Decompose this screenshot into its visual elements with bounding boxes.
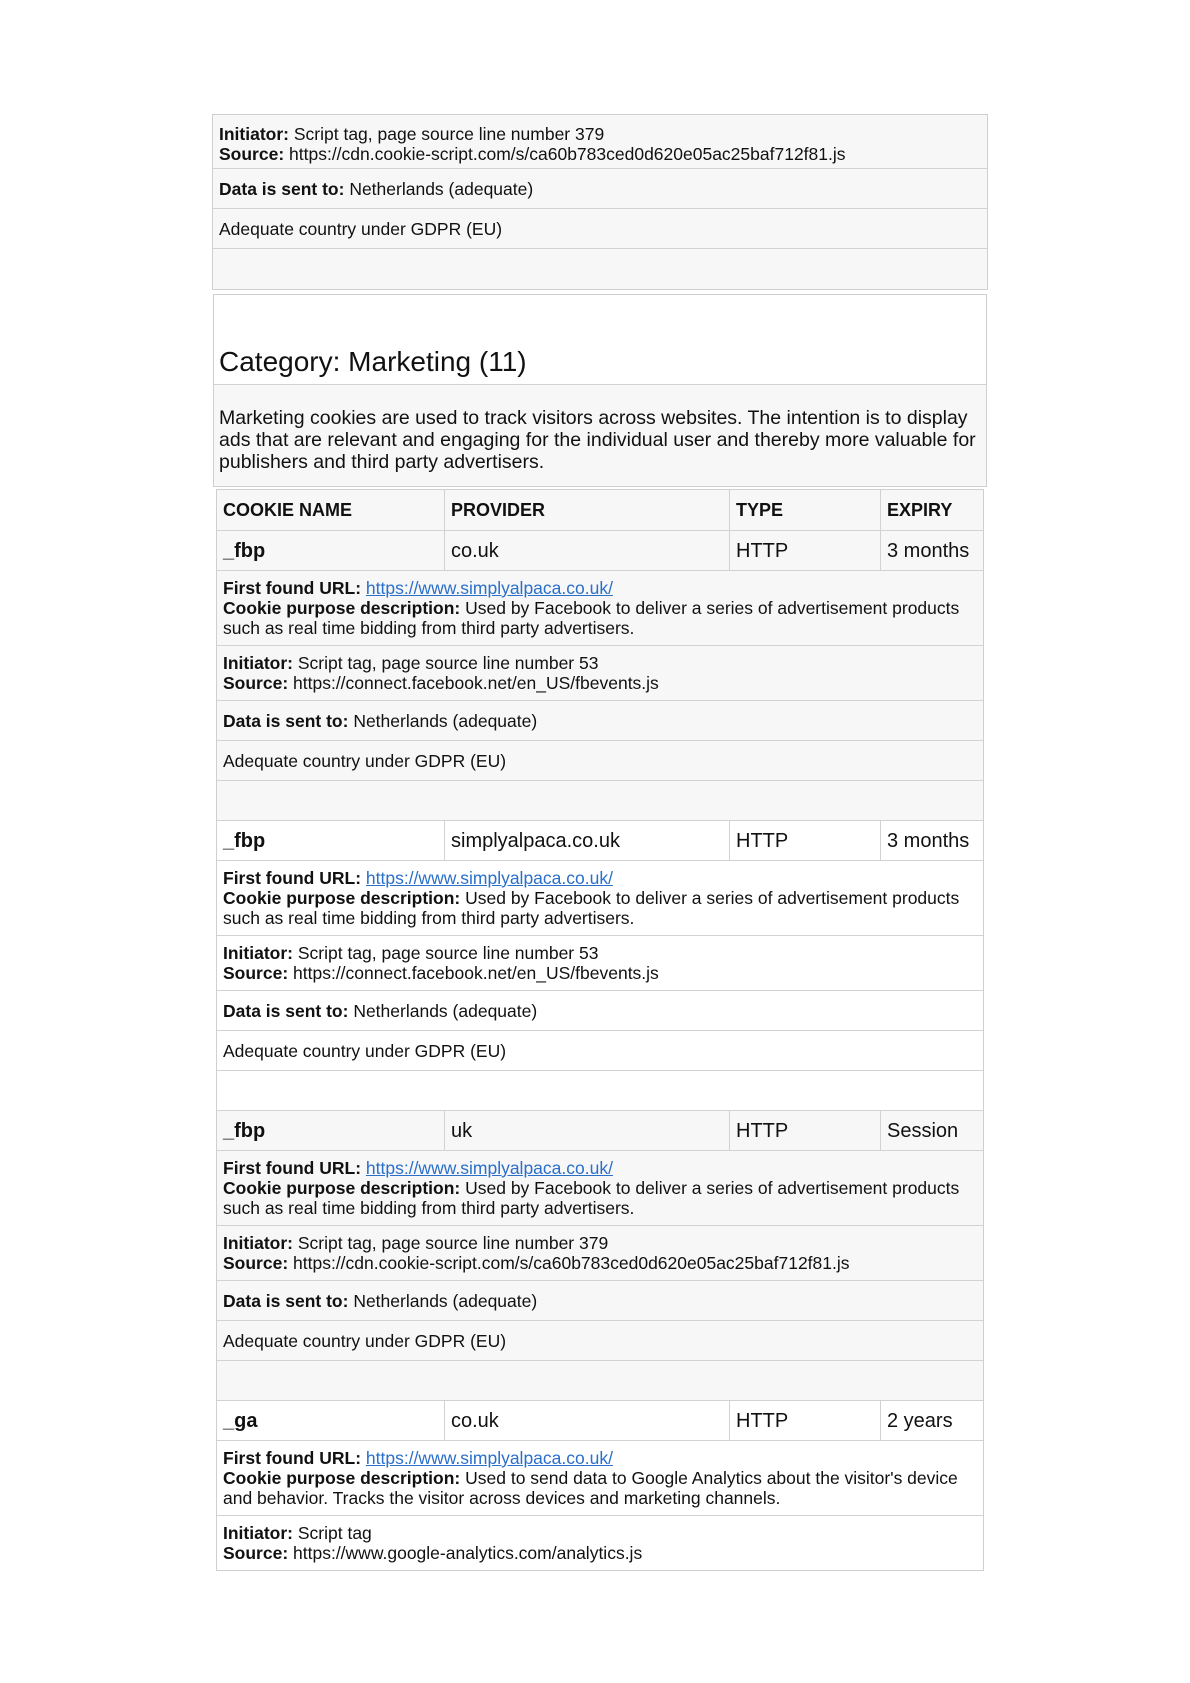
cookie-main-row bbox=[217, 821, 983, 861]
spacer-row bbox=[217, 1361, 983, 1401]
first-found-link[interactable]: https://www.simplyalpaca.co.uk/ bbox=[365, 1448, 613, 1468]
data-sent-row bbox=[213, 169, 987, 209]
cookie-type: HTTP bbox=[730, 1111, 881, 1150]
spacer-row bbox=[217, 781, 983, 821]
initiator-source-row bbox=[213, 115, 987, 169]
source-value: https://www.google-analytics.com/analytics.js bbox=[288, 1543, 643, 1563]
cookie-description-row bbox=[217, 571, 983, 646]
purpose-text: Used by Facebook to deliver a series of advertisement products such as real time bidding from third party advertisers. bbox=[223, 598, 960, 638]
data-sent-value: Netherlands (adequate) bbox=[348, 710, 538, 731]
source-value: https://cdn.cookie-script.com/s/ca60b783ced0d620e05ac25baf712f81.js bbox=[288, 1253, 850, 1273]
header-expiry: EXPIRY bbox=[887, 500, 953, 520]
source-value: https://connect.facebook.net/en_US/fbevents.js bbox=[288, 673, 659, 693]
cookie-provider: simplyalpaca.co.uk bbox=[445, 821, 730, 860]
header-type: TYPE bbox=[730, 490, 881, 530]
source-value: https://connect.facebook.net/en_US/fbevents.js bbox=[288, 963, 659, 983]
purpose-label: Cookie purpose description: bbox=[223, 598, 461, 618]
first-found-label: First found URL: bbox=[223, 1448, 362, 1468]
first-found-label: First found URL: bbox=[223, 578, 362, 598]
header-provider: PROVIDER bbox=[445, 490, 730, 530]
data-sent-value: Netherlands (adequate) bbox=[348, 1000, 538, 1021]
spacer-row bbox=[213, 249, 987, 289]
cookie-provider: co.uk bbox=[445, 531, 730, 570]
data-sent-value: Netherlands (adequate) bbox=[344, 178, 534, 199]
initiator-value: Script tag bbox=[293, 1523, 372, 1543]
initiator-source-row bbox=[217, 1226, 983, 1281]
initiator-value: Script tag, page source line number 53 bbox=[293, 943, 599, 963]
table-header-row bbox=[217, 490, 983, 531]
data-sent-row bbox=[217, 991, 983, 1031]
category-block bbox=[213, 294, 987, 487]
first-found-link[interactable]: https://www.simplyalpaca.co.uk/ bbox=[365, 578, 613, 598]
initiator-source-row bbox=[217, 936, 983, 991]
initiator-label: Initiator: bbox=[223, 653, 293, 673]
data-sent-label: Data is sent to: bbox=[219, 178, 345, 199]
cookie-expiry: Session bbox=[887, 1119, 959, 1142]
adequate-text: Adequate country under GDPR (EU) bbox=[223, 1330, 507, 1351]
category-description: Marketing cookies are used to track visitors across websites. The intention is to display ads that are relevant and engaging for the individual user and thereby more valuable for publishers and third party advertisers. bbox=[214, 385, 986, 486]
adequate-row bbox=[217, 1321, 983, 1361]
purpose-label: Cookie purpose description: bbox=[223, 888, 461, 908]
first-found-link[interactable]: https://www.simplyalpaca.co.uk/ bbox=[365, 1158, 613, 1178]
data-sent-label: Data is sent to: bbox=[223, 710, 349, 731]
purpose-label: Cookie purpose description: bbox=[223, 1178, 461, 1198]
initiator-value: Script tag, page source line number 379 bbox=[289, 124, 605, 144]
purpose-label: Cookie purpose description: bbox=[223, 1468, 461, 1488]
cookie-expiry: 3 months bbox=[887, 829, 970, 852]
source-label: Source: bbox=[223, 1253, 289, 1273]
first-found-label: First found URL: bbox=[223, 1158, 362, 1178]
cookie-name: _ga bbox=[217, 1401, 445, 1440]
cookie-provider: uk bbox=[445, 1111, 730, 1150]
source-label: Source: bbox=[223, 963, 289, 983]
source-value: https://cdn.cookie-script.com/s/ca60b783ced0d620e05ac25baf712f81.js bbox=[284, 144, 846, 164]
purpose-text: Used by Facebook to deliver a series of advertisement products such as real time bidding from third party advertisers. bbox=[223, 1178, 960, 1218]
data-sent-row bbox=[217, 701, 983, 741]
initiator-value: Script tag, page source line number 53 bbox=[293, 653, 599, 673]
initiator-value: Script tag, page source line number 379 bbox=[293, 1233, 609, 1253]
header-cookie-name: COOKIE NAME bbox=[217, 490, 445, 530]
adequate-row bbox=[217, 741, 983, 781]
source-label: Source: bbox=[223, 1543, 289, 1563]
purpose-text: Used to send data to Google Analytics about the visitor's device and behavior. Tracks the visitor across devices and marketing channels. bbox=[223, 1468, 958, 1508]
adequate-row bbox=[213, 209, 987, 249]
initiator-label: Initiator: bbox=[223, 1233, 293, 1253]
cookie-provider: co.uk bbox=[445, 1401, 730, 1440]
source-label: Source: bbox=[223, 673, 289, 693]
cookie-name: _fbp bbox=[217, 821, 445, 860]
cookie-type: HTTP bbox=[730, 1401, 881, 1440]
cookie-main-row bbox=[217, 531, 983, 571]
cookie-expiry: 3 months bbox=[887, 539, 970, 562]
initiator-label: Initiator: bbox=[223, 943, 293, 963]
first-found-label: First found URL: bbox=[223, 868, 362, 888]
cookie-main-row bbox=[217, 1401, 983, 1441]
adequate-row bbox=[217, 1031, 983, 1071]
first-found-link[interactable]: https://www.simplyalpaca.co.uk/ bbox=[365, 868, 613, 888]
adequate-text: Adequate country under GDPR (EU) bbox=[223, 1040, 507, 1061]
cookie-description-row bbox=[217, 1441, 983, 1516]
adequate-text: Adequate country under GDPR (EU) bbox=[223, 750, 507, 771]
initiator-label: Initiator: bbox=[223, 1523, 293, 1543]
cookie-expiry: 2 years bbox=[887, 1409, 953, 1432]
cookie-type: HTTP bbox=[730, 821, 881, 860]
source-label: Source: bbox=[219, 144, 285, 164]
initiator-source-row bbox=[217, 1516, 983, 1570]
cookie-description-row bbox=[217, 1151, 983, 1226]
cookie-name: _fbp bbox=[217, 1111, 445, 1150]
cookie-table bbox=[216, 489, 984, 1571]
previous-cookie-block bbox=[212, 114, 988, 290]
cookie-main-row bbox=[217, 1111, 983, 1151]
data-sent-value: Netherlands (adequate) bbox=[348, 1290, 538, 1311]
category-title: Category: Marketing (11) bbox=[214, 295, 986, 385]
cookie-name: _fbp bbox=[217, 531, 445, 570]
cookie-description-row bbox=[217, 861, 983, 936]
adequate-text: Adequate country under GDPR (EU) bbox=[219, 218, 503, 239]
cookie-type: HTTP bbox=[730, 531, 881, 570]
data-sent-label: Data is sent to: bbox=[223, 1000, 349, 1021]
data-sent-label: Data is sent to: bbox=[223, 1290, 349, 1311]
purpose-text: Used by Facebook to deliver a series of advertisement products such as real time bidding from third party advertisers. bbox=[223, 888, 960, 928]
initiator-label: Initiator: bbox=[219, 124, 289, 144]
initiator-source-row bbox=[217, 646, 983, 701]
data-sent-row bbox=[217, 1281, 983, 1321]
spacer-row bbox=[217, 1071, 983, 1111]
